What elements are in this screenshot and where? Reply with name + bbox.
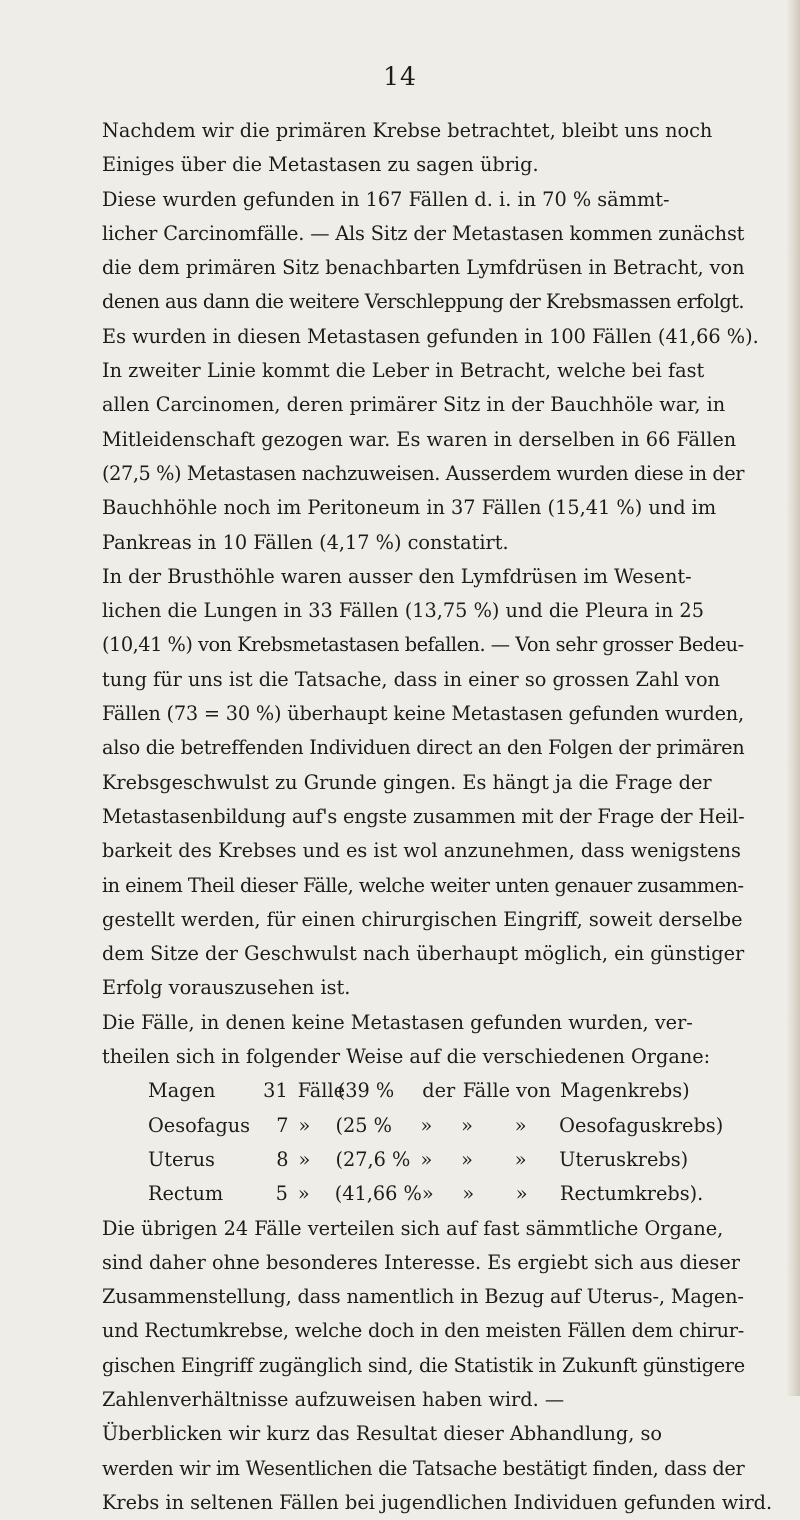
table-cell: » [298,1147,311,1171]
table-cell: Uterus [148,1147,215,1171]
document-body [60,114,773,1520]
text-line: (27,5 %) Metastasen nachzuweisen. Ausserdem wurden diese in der [102,461,745,485]
table-cell: » [298,1113,311,1137]
text-line: in einem Theil dieser Fälle, welche weiter unten genauer zusammen- [102,873,744,897]
table-cell: Magenkrebs) [560,1079,690,1103]
text-line: Krebsgeschwulst zu Grunde gingen. Es hängt ja die Frage der [102,770,712,794]
paragraph [60,1417,773,1520]
table-cell: Oesofagus [148,1113,251,1137]
organ-table [148,1074,744,1211]
text-line: barkeit des Krebses und es ist wol anzunehmen, dass wenigstens [102,839,741,863]
text-line: (10,41 %) von Krebsmetastasen befallen. — Von sehr grosser Bedeu- [102,633,744,657]
text-line: tung für uns ist die Tatsache, dass in einer so grossen Zahl von [102,667,720,691]
table-row [148,1074,744,1108]
text-line: allen Carcinomen, deren primärer Sitz in der Bauchhöle war, in [102,393,726,417]
text-line: theilen sich in folgender Weise auf die verschiedenen Organe: [102,1045,711,1069]
table-cell: der [422,1079,456,1103]
text-line: dem Sitze der Geschwulst nach überhaupt möglich, ein günstiger [102,942,745,966]
table-cell: Oesofaguskrebs) [559,1113,724,1137]
text-line: und Rectumkrebse, welche doch in den meisten Fällen dem chirur- [102,1319,745,1343]
table-cell: » [420,1113,433,1137]
table-cell: Rectum [148,1182,224,1206]
table-cell: (39 % [337,1079,395,1103]
text-line: In zweiter Linie kommt die Leber in Betracht, welche bei fast [102,359,705,383]
table-cell: » [420,1147,433,1171]
table-cell: Magen [148,1079,216,1103]
table-cell: » [462,1182,475,1206]
text-line: sind daher ohne besonderes Interesse. Es ergiebt sich aus dieser [102,1250,740,1274]
table-cell: Uteruskrebs) [559,1147,689,1171]
paragraph [60,183,759,354]
text-line: gischen Eingriff zugänglich sind, die Statistik in Zukunft günstigere [102,1353,745,1377]
text-line: In der Brusthöhle waren ausser den Lymfdrüsen im Wesent- [102,564,692,588]
text-line: licher Carcinomfälle. — Als Sitz der Metastasen kommen zunächst [102,221,745,245]
table-cell: » [461,1147,473,1171]
text-line: Die übrigen 24 Fälle verteilen sich auf fast sämmtliche Organe, [102,1216,724,1240]
table-cell: » [461,1113,473,1137]
text-line: Einiges über die Metastasen zu sagen übrig. [102,153,539,177]
text-line: Es wurden in diesen Metastasen gefunden in 100 Fällen (41,66 %). [102,324,759,348]
page-number: 14 [383,62,417,91]
table-cell: » [421,1182,434,1206]
table-cell: 8 [276,1147,289,1171]
table-cell: (25 % [335,1113,392,1137]
table-cell: Fälle [297,1079,346,1103]
text-line: Pankreas in 10 Fällen (4,17 %) constatirt. [102,530,509,554]
table-cell: 5 [275,1182,288,1206]
text-line: Bauchhöhle noch im Peritoneum in 37 Fällen (15,41 %) und im [102,496,717,520]
table-row [148,1143,744,1177]
page-edge-shadow [786,0,800,1396]
text-line: Fällen (73 = 30 %) überhaupt keine Metastasen gefunden wurden, [102,702,744,726]
text-line: werden wir im Wesentlichen die Tatsache bestätigt finden, dass der [102,1456,745,1480]
table-cell: (41,66 % [334,1182,422,1206]
text-line: Nachdem wir die primären Krebse betrachtet, bleibt uns noch [102,119,713,142]
table-cell: » [297,1182,310,1206]
paragraph [60,354,744,560]
table-row [148,1177,744,1211]
table-cell: » [514,1147,527,1171]
text-line: Die Fälle, in denen keine Metastasen gefunden wurden, ver- [102,1010,693,1034]
text-line: Zusammenstellung, dass namentlich in Bezug auf Uterus-, Magen- [102,1285,744,1309]
text-line: Krebs in seltenen Fällen bei jugendlichen Individuen gefunden wird. [102,1490,773,1514]
text-line: also die betreffenden Individuen direct an den Folgen der primären [102,736,745,760]
text-line: gestellt werden, für einen chirurgischen Eingriff, soweit derselbe [102,907,743,931]
paragraph [60,1212,744,1418]
table-cell: » [514,1113,527,1137]
table-cell: Rectumkrebs). [559,1182,704,1206]
text-line: Erfolg vorauszusehen ist. [102,976,351,1000]
table-cell: (27,6 % [335,1147,411,1171]
paragraph [60,114,744,183]
table-cell: von [516,1079,551,1103]
text-line: Zahlenverhältnisse aufzuweisen haben wird. — [102,1387,565,1411]
text-line: lichen die Lungen in 33 Fällen (13,75 %) und die Pleura in 25 [102,599,704,623]
text-line: Metastasenbildung auf's engste zusammen mit der Frage der Heil- [102,804,745,828]
table-cell: Fälle [462,1079,511,1103]
text-line: denen aus dann die weitere Verschleppung der Krebsmassen erfolgt. [102,290,745,314]
table-cell: 31 [263,1079,288,1103]
table-cell: 7 [276,1113,289,1137]
text-line: Diese wurden gefunden in 167 Fällen d. i. in 70 % sämmt- [102,187,670,211]
table-cell: » [515,1182,528,1206]
text-line: Mitleidenschaft gezogen war. Es waren in derselben in 66 Fällen [102,427,737,451]
text-line: Überblicken wir kurz das Resultat dieser Abhandlung, so [102,1422,662,1446]
table-row [148,1109,744,1143]
paragraph [60,560,744,1006]
text-line: die dem primären Sitz benachbarten Lymfdrüsen in Betracht, von [102,256,745,280]
paragraph [60,1006,744,1075]
